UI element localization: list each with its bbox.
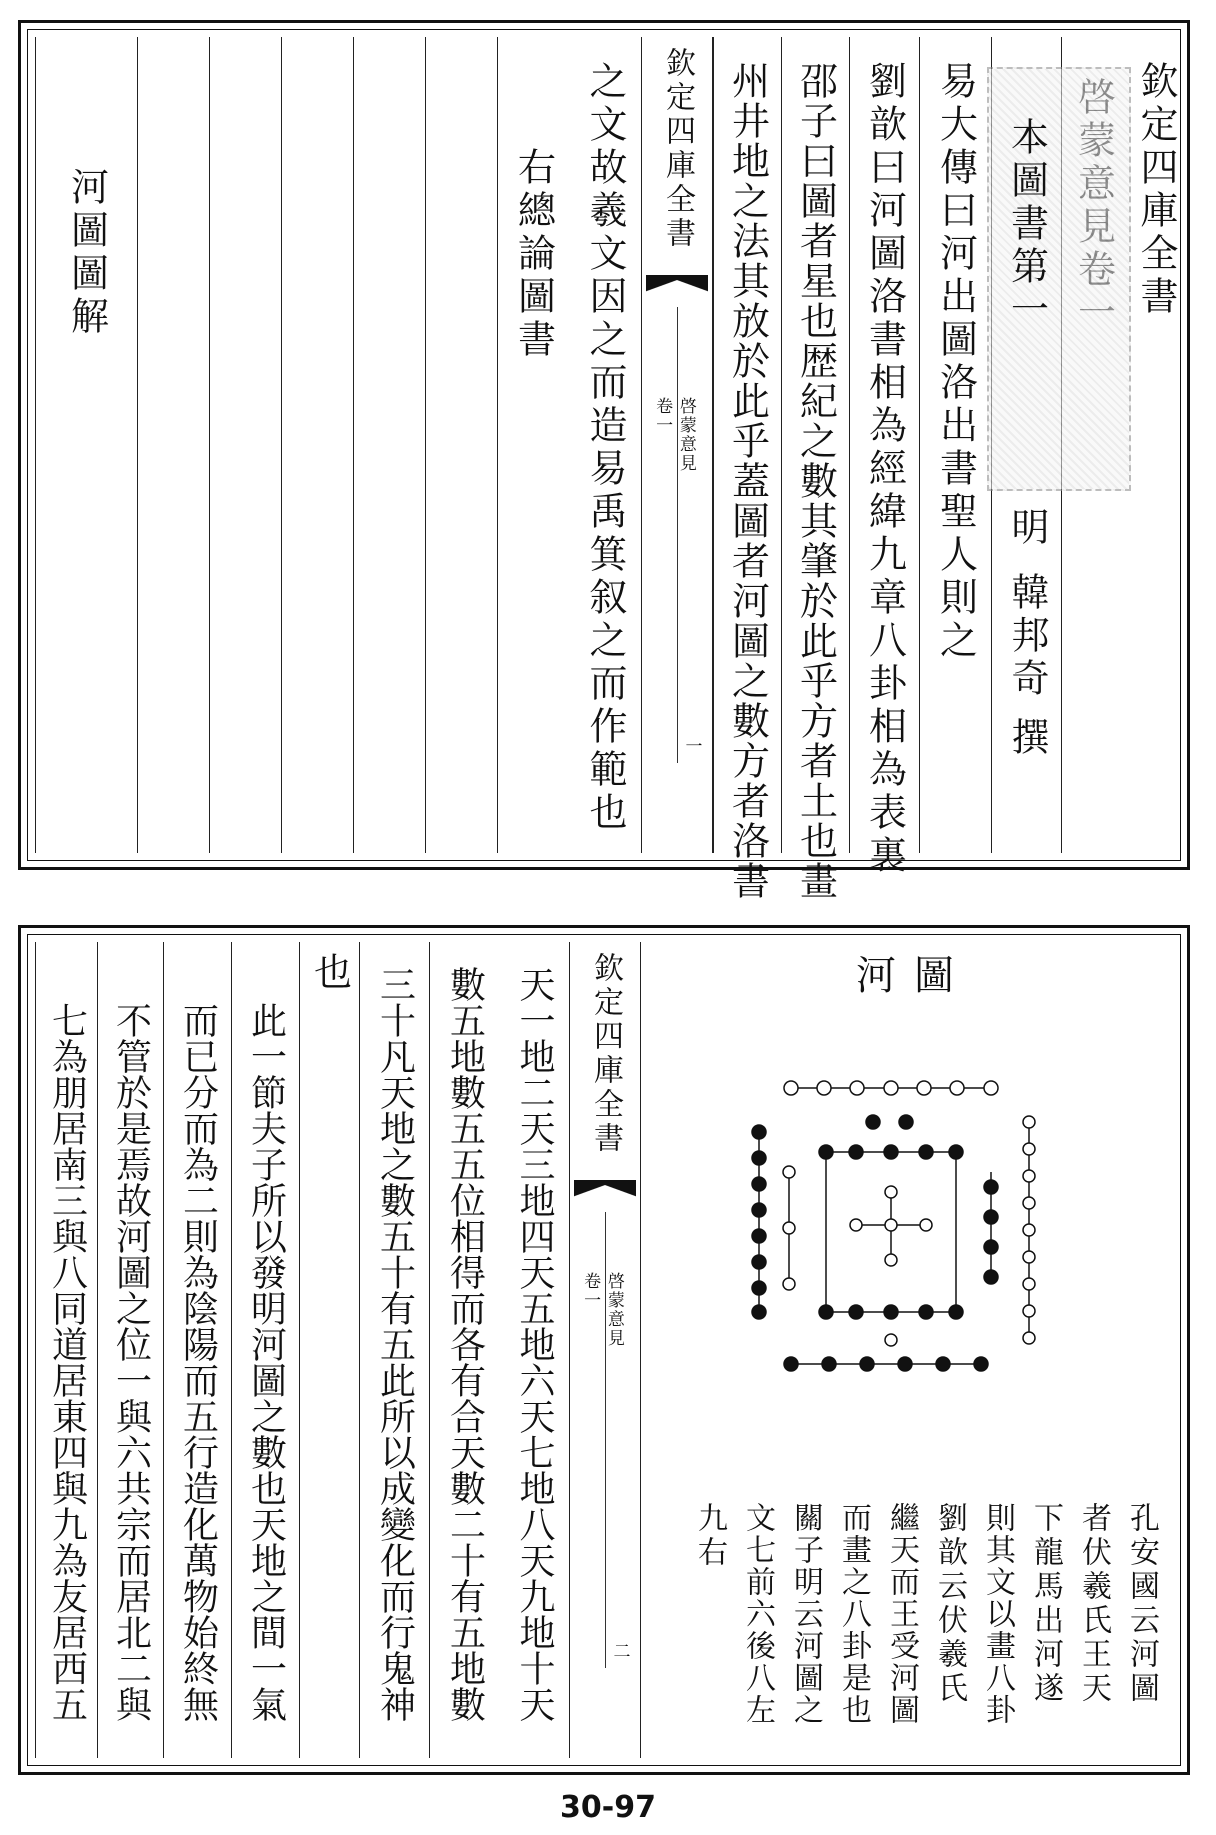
note-column: 文七前六後八左 — [740, 1502, 775, 1726]
top-col-10 — [35, 37, 137, 853]
top-col-empty — [353, 37, 425, 853]
fishtail-mark — [574, 1180, 636, 1202]
section-end-heading: 右總論圖書 — [511, 147, 556, 362]
note-column: 則其文以畫八卦 — [980, 1502, 1015, 1726]
top-col-empty — [209, 37, 281, 853]
top-col-8 — [569, 37, 641, 853]
bottom-page-panel — [18, 925, 1190, 1775]
diagram-title: 河圖 — [856, 953, 972, 999]
text-column: 此一節夫子所以發明河圖之數也天地之間一氣 — [245, 1002, 287, 1722]
fold-volume: 卷一 — [652, 397, 673, 435]
bottom-col-4 — [299, 942, 359, 1758]
text-column: 天一地二天三地四天五地六天七地八天九地十天 — [514, 966, 555, 1722]
note-column: 九右 — [692, 1502, 727, 1570]
top-col-1 — [1125, 37, 1187, 853]
center-fold — [641, 37, 713, 853]
diagram-area — [641, 942, 1187, 1758]
text-column: 數五地數五五位相得而各有合天數二十有五地數 — [444, 966, 486, 1722]
fishtail-mark — [646, 275, 708, 297]
note-column: 下龍馬出河遂 — [1028, 1502, 1063, 1706]
text-column: 邵子曰圖者星也歴紀之數其肇於此乎方者土也畫 — [793, 61, 838, 901]
note-column: 者伏羲氏王天 — [1076, 1502, 1111, 1706]
center-fold — [569, 942, 641, 1758]
book-title: 欽定四庫全書 — [1134, 61, 1178, 319]
top-col-3 — [991, 37, 1061, 853]
fold-subtitle: 啓蒙意見 — [603, 1272, 624, 1348]
bottom-col-7 — [97, 942, 163, 1758]
text-column: 也 — [307, 952, 352, 995]
bottom-col-3 — [359, 942, 429, 1758]
fold-subtitle: 啓蒙意見 — [675, 397, 696, 473]
fold-book-title: 欽定四庫全書 — [588, 952, 623, 1156]
top-col-9 — [497, 37, 569, 853]
text-column: 而已分而為二則為陰陽而五行造化萬物始終無 — [177, 1002, 219, 1722]
note-column: 孔安國云河圖 — [1124, 1502, 1159, 1706]
top-page-panel — [18, 20, 1190, 901]
text-column: 州井地之法其放於此乎蓋圖者河圖之數方者洛書 — [725, 61, 770, 901]
text-column: 之文故羲文因之而造易禹箕叙之而作範也 — [583, 61, 627, 835]
top-col-empty — [137, 37, 209, 853]
bottom-col-8 — [35, 942, 97, 1758]
page-number: 30-97 — [560, 1790, 656, 1825]
bottom-col-5 — [231, 942, 299, 1758]
text-column: 三十凡天地之數五十有五此所以成變化而行鬼神 — [374, 966, 416, 1722]
author-role: 撰 — [1005, 717, 1049, 760]
bottom-col-2 — [429, 942, 499, 1758]
note-column: 劉歆云伏羲氏 — [932, 1502, 967, 1706]
fold-line — [677, 307, 678, 763]
hetu-diagram — [641, 1022, 1187, 1522]
note-column: 而畫之八卦是也 — [836, 1502, 871, 1726]
fold-leaf-number: 一 — [681, 737, 702, 756]
bottom-col-6 — [163, 942, 231, 1758]
bottom-col-1 — [499, 942, 569, 1758]
top-col-5 — [849, 37, 919, 878]
top-col-empty — [425, 37, 497, 853]
text-column: 不管於是焉故河圖之位一與六共宗而居北二與 — [110, 1002, 152, 1722]
note-column: 繼天而王受河圖 — [884, 1502, 919, 1726]
fold-book-title: 欽定四庫全書 — [660, 47, 695, 251]
author-dynasty: 明 — [1005, 507, 1049, 550]
author-name: 韓邦奇 — [1005, 572, 1049, 701]
section-title: 本圖書第一 — [1004, 117, 1049, 332]
fold-leaf-number: 二 — [609, 1642, 630, 1661]
fold-volume: 卷一 — [580, 1272, 601, 1310]
top-col-4 — [919, 37, 991, 853]
top-col-6 — [781, 37, 849, 901]
note-column: 關子明云河圖之 — [788, 1502, 823, 1726]
chapter-heading: 河圖圖解 — [64, 167, 109, 339]
text-column: 易大傳曰河出圖洛出書聖人則之 — [933, 61, 978, 663]
top-col-empty — [281, 37, 353, 853]
top-col-7 — [713, 37, 781, 901]
text-column: 七為朋居南三與八同道居東四與九為友居西五 — [46, 1002, 88, 1722]
text-column: 劉歆曰河圖洛書相為經緯九章八卦相為表裏 — [862, 61, 907, 878]
